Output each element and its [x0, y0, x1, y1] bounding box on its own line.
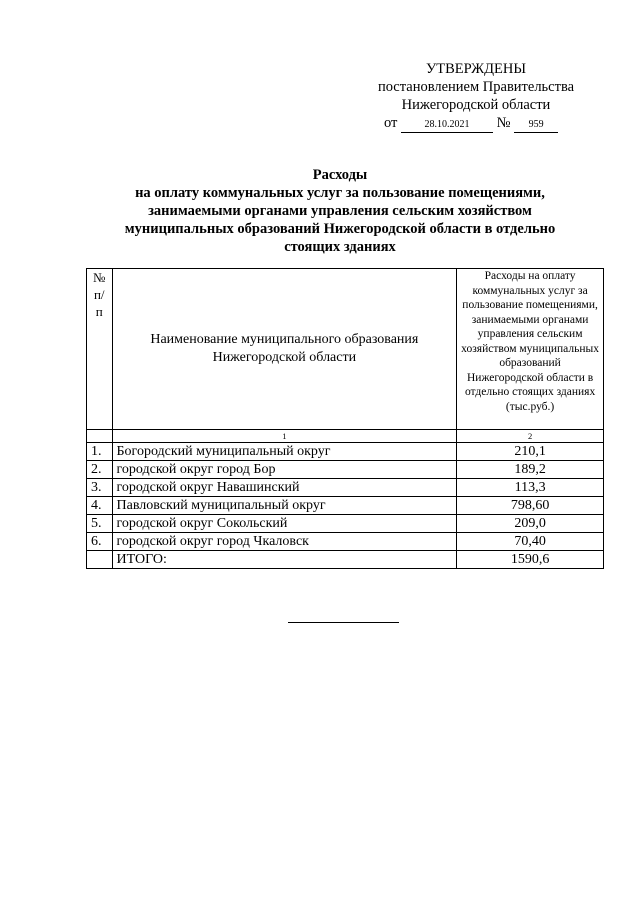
table-row — [87, 533, 604, 551]
title-line-2: на оплату коммунальных услуг за пользование помещениями, — [135, 185, 545, 201]
document-title — [80, 166, 600, 256]
header-number — [87, 269, 113, 430]
row-value: 189,2 — [457, 461, 604, 479]
title-line-5: стоящих зданиях — [284, 239, 396, 255]
expenses-table — [86, 268, 604, 569]
header-value: Расходы на оплату коммунальных услуг за пользование помещениями, занимаемыми органами управления сельским хозяйством муниципальных образований Нижегородской области в отдельно стоящих зданиях (тыс.руб.) — [457, 269, 604, 430]
title-line-1: Расходы — [312, 167, 368, 183]
row-value: 113,3 — [457, 479, 604, 497]
row-number: 4. — [87, 497, 113, 515]
row-number: 1. — [87, 443, 113, 461]
row-value: 798,60 — [457, 497, 604, 515]
approval-number: 959 — [514, 118, 558, 133]
approval-date: 28.10.2021 — [401, 118, 493, 133]
header-number-sign: № — [93, 270, 106, 285]
from-label: от — [384, 115, 398, 131]
row-name: городской округ Сокольский — [112, 515, 457, 533]
title-line-3: занимаемыми органами управления сельским хозяйством — [148, 203, 532, 219]
total-value: 1590,6 — [457, 551, 604, 569]
row-value: 70,40 — [457, 533, 604, 551]
number-label: № — [496, 115, 511, 131]
column-index-2: 2 — [457, 430, 604, 443]
column-index-row — [87, 430, 604, 443]
approved-region: Нижегородской области — [401, 97, 551, 113]
column-index-empty — [87, 430, 113, 443]
title-line-4: муниципальных образований Нижегородской области в отдельно — [124, 221, 556, 237]
row-name: городской округ город Чкаловск — [112, 533, 457, 551]
row-value: 210,1 — [457, 443, 604, 461]
closing-divider — [288, 622, 399, 623]
total-label: ИТОГО: — [112, 551, 457, 569]
row-number: 3. — [87, 479, 113, 497]
approved-heading: УТВЕРЖДЕНЫ — [425, 61, 527, 77]
approved-decree: постановлением Правительства — [377, 79, 575, 95]
table-header-row — [87, 269, 604, 430]
row-number: 2. — [87, 461, 113, 479]
approval-block — [352, 60, 600, 133]
row-name: Павловский муниципальный округ — [112, 497, 457, 515]
table-row — [87, 443, 604, 461]
column-index-1: 1 — [112, 430, 457, 443]
total-row — [87, 551, 604, 569]
row-name: городской округ город Бор — [112, 461, 457, 479]
header-name: Наименование муниципального образования Нижегородской области — [112, 269, 457, 430]
table-row — [87, 461, 604, 479]
table-row — [87, 515, 604, 533]
total-number-empty — [87, 551, 113, 569]
table-row — [87, 479, 604, 497]
row-name: городской округ Навашинский — [112, 479, 457, 497]
approval-date-line — [352, 114, 600, 133]
row-number: 5. — [87, 515, 113, 533]
header-number-pp: п/п — [93, 287, 105, 319]
row-name: Богородский муниципальный округ — [112, 443, 457, 461]
table-row — [87, 497, 604, 515]
row-number: 6. — [87, 533, 113, 551]
row-value: 209,0 — [457, 515, 604, 533]
